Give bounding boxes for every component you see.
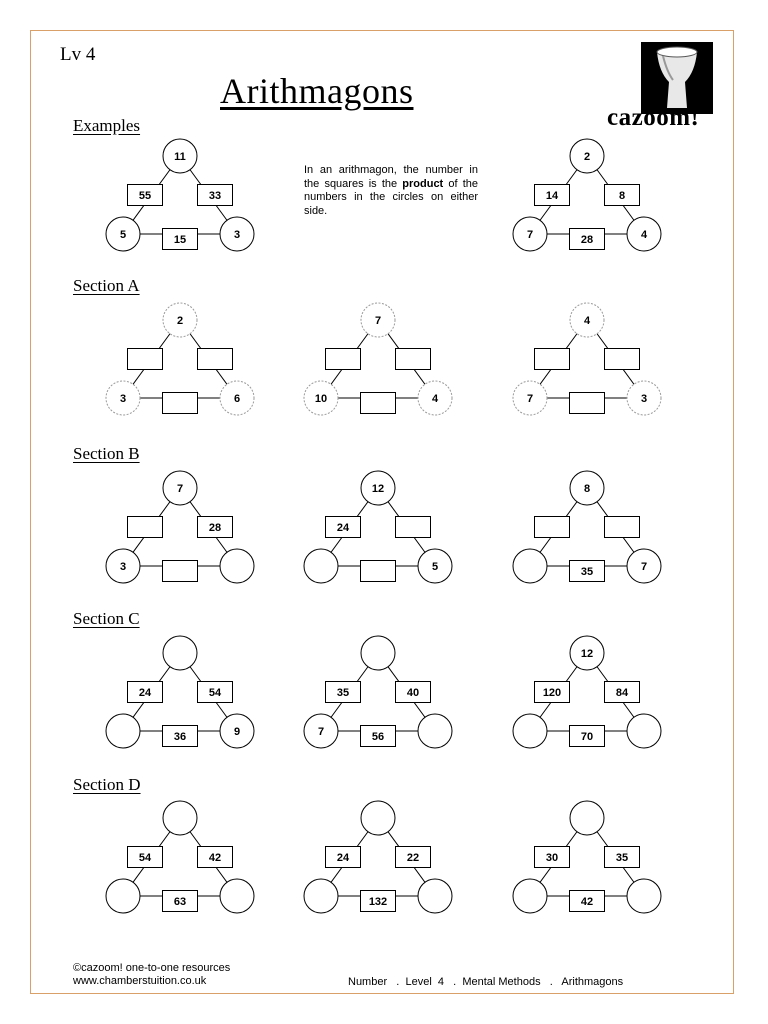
circle-left-value: 5 (119, 229, 127, 241)
circle-top-value: 12 (371, 483, 385, 495)
circle-right-value: 7 (640, 561, 648, 573)
section-label-a: Section A (73, 276, 140, 295)
square-left-value: 24 (336, 852, 350, 864)
arithmagon-1-1 (304, 303, 452, 415)
square-right-value: 84 (615, 687, 629, 699)
circle-left-value: 3 (119, 393, 127, 405)
square-bottom (163, 393, 198, 414)
circle-right-value: 3 (233, 229, 241, 241)
square-left (128, 517, 163, 538)
square-bottom-value: 56 (371, 731, 385, 743)
circle-right-value: 5 (431, 561, 439, 573)
circle-top-value: 7 (374, 315, 382, 327)
square-left (535, 349, 570, 370)
circle-right (627, 714, 661, 748)
circle-left (513, 549, 547, 583)
circle-left-value: 7 (526, 229, 534, 241)
square-left (535, 517, 570, 538)
arithmagon-3-0 (106, 636, 254, 748)
circle-top (570, 801, 604, 835)
circle-top (361, 636, 395, 670)
circle-top-value: 2 (583, 151, 591, 163)
intro-text-after: of the numbers in the circles on either side. (304, 177, 479, 217)
circle-left-value: 10 (314, 393, 328, 405)
circle-top-value: 2 (176, 315, 184, 327)
arithmagon-2-2 (513, 471, 661, 583)
circle-right-value: 9 (233, 726, 241, 738)
circle-top (163, 636, 197, 670)
circle-left (513, 879, 547, 913)
arithmagon-2-1 (304, 471, 452, 583)
circle-right-value: 3 (640, 393, 648, 405)
circle-top-value: 8 (583, 483, 591, 495)
square-bottom (361, 561, 396, 582)
square-right-value: 33 (208, 190, 222, 202)
circle-top-value: 7 (176, 483, 184, 495)
circle-left-value: 7 (317, 726, 325, 738)
footer-credits (73, 962, 230, 988)
square-bottom-value: 63 (173, 896, 187, 908)
square-bottom-value: 36 (173, 731, 187, 743)
square-bottom-value: 35 (580, 566, 594, 578)
square-left-value: 54 (138, 852, 152, 864)
circle-top-value: 12 (580, 648, 594, 660)
circle-right-value: 6 (233, 393, 241, 405)
square-left-value: 30 (545, 852, 559, 864)
square-bottom (361, 393, 396, 414)
arithmagon-3-2 (513, 636, 661, 748)
circle-right-value: 4 (640, 229, 648, 241)
arithmagon-0-0 (106, 139, 254, 251)
square-left-value: 35 (336, 687, 350, 699)
square-right-value: 8 (618, 190, 626, 202)
arithmagon-4-0 (106, 801, 254, 913)
square-right-value: 54 (208, 687, 222, 699)
footer-copyright: ©cazoom! one-to-one resources (73, 962, 231, 974)
intro-text-bold: product (402, 177, 444, 190)
arithmagon-0-1 (513, 139, 661, 251)
arithmagon-1-2 (513, 303, 661, 415)
square-bottom (570, 393, 605, 414)
section-label-d: Section D (73, 775, 141, 794)
circle-left (304, 879, 338, 913)
circle-right (220, 549, 254, 583)
circle-top (361, 801, 395, 835)
circle-top-value: 4 (583, 315, 591, 327)
square-right-value: 35 (615, 852, 629, 864)
square-left-value: 14 (545, 190, 559, 202)
intro-text-before: In an arithmagon, the number in the squares is the (304, 164, 478, 190)
square-left-value: 24 (336, 522, 350, 534)
square-right (396, 517, 431, 538)
square-left-value: 24 (138, 687, 152, 699)
square-bottom-value: 28 (580, 234, 594, 246)
circle-left (513, 714, 547, 748)
arithmagon-4-1 (304, 801, 452, 913)
square-left-value: 55 (138, 190, 152, 202)
circle-right (220, 879, 254, 913)
square-right-value: 42 (208, 852, 222, 864)
square-right-value: 28 (208, 522, 222, 534)
square-right-value: 40 (406, 687, 420, 699)
arithmagon-4-2 (513, 801, 661, 913)
square-bottom-value: 132 (368, 896, 388, 908)
square-right (198, 349, 233, 370)
circle-top-value: 11 (174, 151, 186, 163)
circle-right (418, 879, 452, 913)
circle-right (627, 879, 661, 913)
footer-website[interactable]: www.chamberstuition.co.uk (73, 975, 207, 987)
square-bottom (163, 561, 198, 582)
circle-left-value: 7 (526, 393, 534, 405)
section-label-examples: Examples (73, 116, 141, 135)
section-label-c: Section C (73, 609, 140, 628)
level-label: Lv 4 (60, 44, 96, 65)
square-left (326, 349, 361, 370)
square-left-value: 120 (542, 687, 562, 699)
square-left (128, 349, 163, 370)
circle-left (106, 714, 140, 748)
square-right (605, 517, 640, 538)
arithmagon-3-1 (304, 636, 452, 748)
square-right (605, 349, 640, 370)
circle-top (163, 801, 197, 835)
circle-left (106, 879, 140, 913)
square-right (396, 349, 431, 370)
square-bottom-value: 15 (173, 234, 187, 246)
arithmagon-1-0 (106, 303, 254, 415)
footer-breadcrumb: Number . Level 4 . Mental Methods . Arithmagons (348, 976, 624, 988)
circle-left-value: 3 (119, 561, 127, 573)
square-bottom-value: 42 (580, 896, 594, 908)
square-bottom-value: 70 (580, 731, 594, 743)
arithmagon-2-0 (106, 471, 254, 583)
logo-text: cazoom! (607, 104, 700, 131)
circle-right-value: 4 (431, 393, 439, 405)
section-label-b: Section B (73, 444, 140, 463)
circle-right (418, 714, 452, 748)
circle-left (304, 549, 338, 583)
square-right-value: 22 (406, 852, 420, 864)
page-title: Arithmagons (220, 71, 414, 111)
